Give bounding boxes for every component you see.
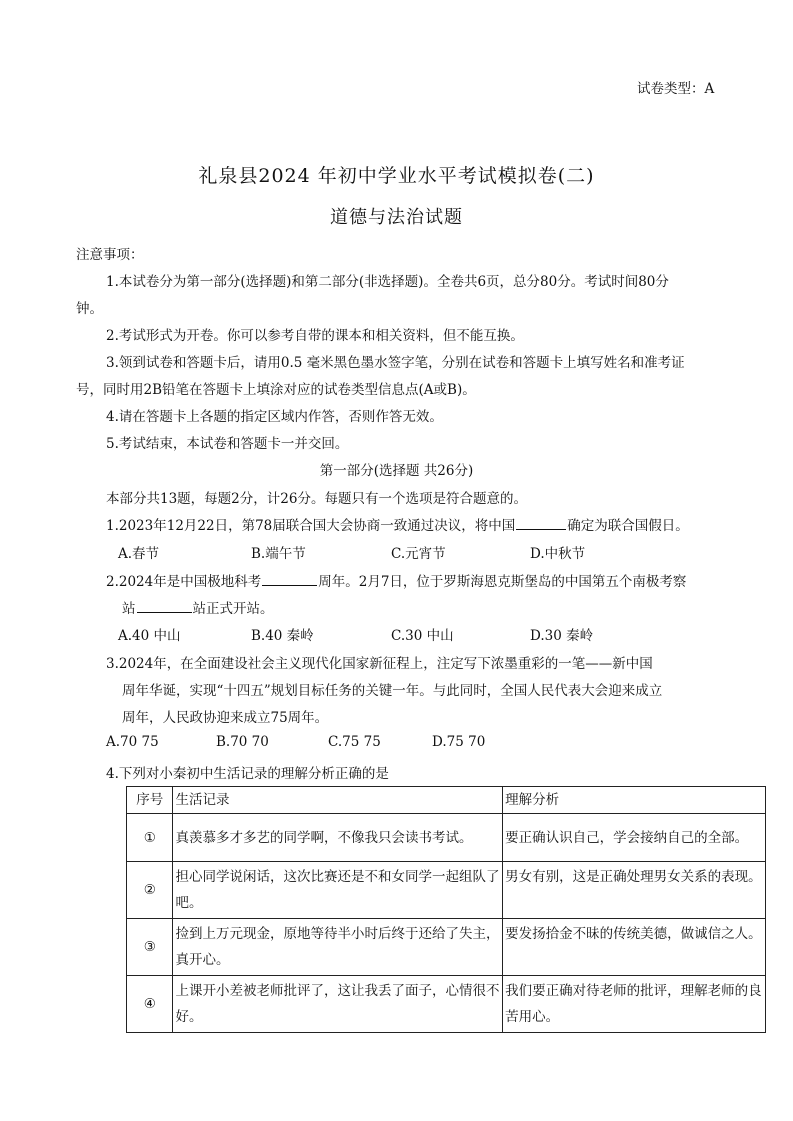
notice-item-1: 1.本试卷分为第一部分(选择题)和第二部分(非选择题)。全卷共6页，总分80分。考试时间80分 [106, 274, 669, 290]
row-2-record: 担心同学说闲话，这次比赛还是不和女同学一起组队了吧。 [173, 862, 503, 919]
q2-line2-start: 站 [122, 601, 136, 617]
q2-option-b: B.40 秦岭 [251, 628, 314, 644]
q2-option-a: A.40 中山 [118, 628, 181, 644]
notice-item-5: 5.考试结束，本试卷和答题卡一并交回。 [106, 436, 349, 452]
row-1-record: 真羡慕多才多艺的同学啊，不像我只会读书考试。 [173, 814, 503, 862]
q3-option-b: B.70 70 [216, 734, 269, 750]
q2-option-c: C.30 中山 [391, 628, 454, 644]
part1-heading: 第一部分(选择题 共26分) [319, 463, 474, 479]
exam-title: 礼泉县2024 年初中学业水平考试模拟卷(二) [198, 165, 595, 187]
q1-option-c: C.元宵节 [391, 546, 446, 562]
row-4-num: ④ [127, 976, 173, 1033]
row-1-num: ① [127, 814, 173, 862]
question-1-stem [106, 514, 689, 534]
notice-heading: 注意事项： [76, 247, 144, 263]
q2-blank-2 [137, 600, 192, 613]
q2-line2-end: 站正式开站。 [192, 601, 274, 617]
question-3-line-1: 3.2024年，在全面建设社会主义现代化国家新征程上，注定写下浓墨重彩的一笔——新中国 [106, 656, 653, 672]
row-2-num: ② [127, 862, 173, 919]
row-1-analysis: 要正确认识自己，学会接纳自己的全部。 [503, 814, 766, 862]
question-2-stem-cont [122, 597, 274, 617]
paper-type-label: 试卷类型：A [637, 81, 715, 97]
q2-blank-1 [262, 573, 317, 586]
q2-line1-end: 周年。2月7日，位于罗斯海恩克斯堡岛的中国第五个南极考察 [318, 574, 687, 590]
header-num: 序号 [127, 787, 173, 814]
table-row [127, 919, 766, 976]
row-2-analysis: 男女有别，这是正确处理男女关系的表现。 [503, 862, 766, 919]
q3-option-a: A.70 75 [106, 734, 159, 750]
question-3-line-2: 周年华诞，实现“十四五”规划目标任务的关键一年。与此同时，全国人民代表大会迎来成立 [122, 683, 663, 699]
table-header-row [127, 787, 766, 814]
q1-option-a: A.春节 [118, 546, 160, 562]
row-3-num: ③ [127, 919, 173, 976]
question-3-line-3: 周年，人民政协迎来成立75周年。 [122, 710, 329, 726]
table-row [127, 976, 766, 1033]
table-row [127, 862, 766, 919]
notice-item-1-cont: 钟。 [76, 301, 103, 317]
header-analysis: 理解分析 [503, 787, 766, 814]
q3-option-c: C.75 75 [328, 734, 381, 750]
part1-intro: 本部分共13题，每题2分，计26分。每题只有一个选项是符合题意的。 [106, 491, 527, 507]
notice-item-2: 2.考试形式为开卷。你可以参考自带的课本和相关资料，但不能互换。 [106, 328, 524, 344]
notice-item-3-cont: 号，同时用2B铅笔在答题卡上填涂对应的试卷类型信息点(A或B)。 [76, 382, 476, 398]
row-3-record: 捡到上万元现金，原地等待半小时后终于还给了失主，真开心。 [173, 919, 503, 976]
q2-line1-start: 2.2024年是中国极地科考 [106, 574, 262, 590]
q1-option-b: B.端午节 [251, 546, 306, 562]
q3-option-d: D.75 70 [432, 734, 486, 750]
notice-item-4: 4.请在答题卡上各题的指定区域内作答，否则作答无效。 [106, 409, 443, 425]
q1-stem-start: 1.2023年12月22日，第78届联合国大会协商一致通过决议，将中国 [106, 518, 516, 534]
row-4-record: 上课开小差被老师批评了，这让我丢了面子，心情很不好。 [173, 976, 503, 1033]
subject-title: 道德与法治试题 [330, 207, 463, 228]
q2-option-d: D.30 秦岭 [530, 628, 594, 644]
question-4-stem: 4.下列对小秦初中生活记录的理解分析正确的是 [106, 766, 389, 782]
life-record-table [126, 786, 766, 1033]
q1-option-d: D.中秋节 [530, 546, 586, 562]
row-3-analysis: 要发扬拾金不昧的传统美德，做诚信之人。 [503, 919, 766, 976]
table-row [127, 814, 766, 862]
notice-item-3: 3.领到试卷和答题卡后，请用0.5 毫米黑色墨水签字笔，分别在试卷和答题卡上填写姓名和准考证 [106, 355, 685, 371]
row-4-analysis: 我们要正确对待老师的批评，理解老师的良苦用心。 [503, 976, 766, 1033]
header-record: 生活记录 [173, 787, 503, 814]
q1-blank [516, 517, 566, 530]
q1-stem-end: 确定为联合国假日。 [567, 518, 689, 534]
question-2-stem [106, 570, 686, 590]
